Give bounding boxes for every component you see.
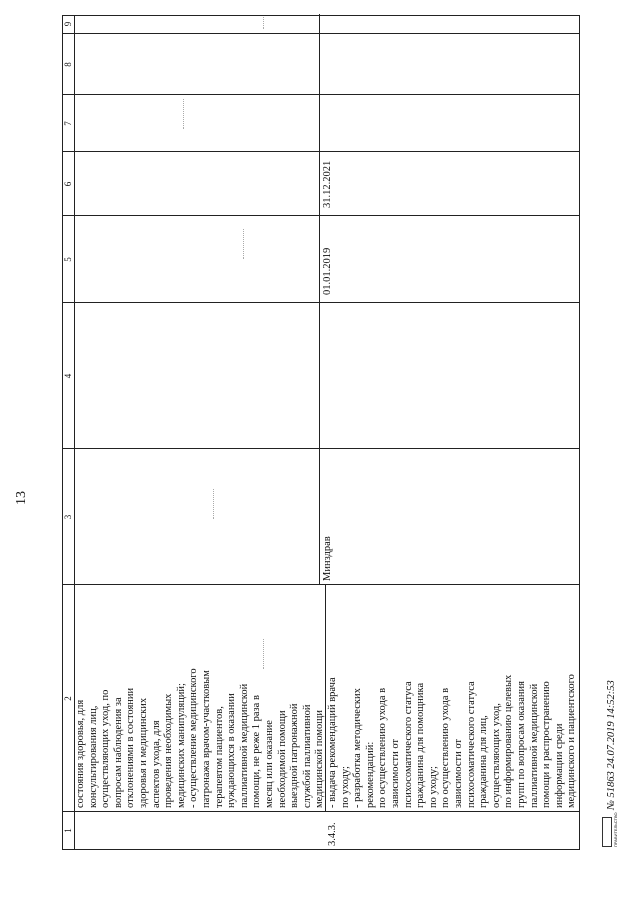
column-divider [63, 302, 579, 303]
start-date: 01.01.2019 [322, 247, 333, 295]
scan-speck [263, 17, 264, 29]
column-divider [63, 151, 579, 152]
column-divider [63, 448, 579, 449]
text-line: - осуществление медицинского [188, 668, 200, 808]
text-line: психосоматического статуса [465, 681, 477, 808]
text-line: рекомендаций: [364, 741, 376, 808]
text-line: медицинского и пациентского [566, 674, 578, 808]
text-line: по информированию целевых [503, 674, 515, 808]
text-line: по осуществлению ухода в [377, 687, 389, 808]
text-line: по осуществлению ухода в [440, 687, 452, 808]
text-line: паллиативной медицинской [238, 683, 250, 808]
text-line: терапевтом пациентов, [213, 706, 225, 808]
scan-speck [263, 639, 264, 669]
text-line: помощи и распространению [541, 681, 553, 808]
government-logo-stamp [602, 812, 624, 847]
logo-frame [602, 817, 612, 847]
scan-speck [183, 99, 184, 129]
text-line: медицинских манипуляций; [175, 683, 187, 808]
text-line: информации среди [553, 723, 565, 808]
text-line: патронажа врачом-участковым [200, 670, 212, 808]
column-divider [63, 584, 579, 585]
column-number-2: 2 [63, 696, 73, 701]
row-3-4-3-description [327, 674, 579, 808]
column-number-9: 9 [63, 21, 73, 27]
text-line: паллиативной медицинской [528, 683, 540, 808]
page-number: 13 [14, 491, 29, 505]
text-line: проведения необходимых [163, 693, 175, 808]
text-line: - разработка методических [352, 688, 364, 808]
text-line: консультирования лиц, [87, 705, 99, 808]
text-line: помощи, не реже 1 раза в [251, 695, 263, 808]
column-number-7: 7 [63, 121, 73, 126]
column-divider [63, 33, 579, 34]
row-divider [319, 14, 320, 585]
text-line: осуществляющих уход, [490, 703, 502, 808]
continued-row-description [75, 668, 327, 808]
text-line: психосоматического статуса [402, 681, 414, 808]
column-number-4: 4 [63, 373, 73, 379]
text-line: службой паллиативной [301, 704, 313, 808]
column-number-6: 6 [63, 181, 73, 187]
plan-table [62, 15, 580, 850]
column-number-1: 1 [63, 828, 73, 833]
text-line: групп по вопросам оказания [515, 681, 527, 808]
text-line: выездной патронажной [289, 703, 301, 808]
scan-speck [243, 229, 244, 259]
text-line: гражданина для помощника [415, 682, 427, 808]
text-line: по уходу; [427, 766, 439, 808]
text-line: месяц или оказание [263, 720, 275, 808]
column-divider [63, 811, 579, 812]
text-line: состояния здоровья, для [75, 699, 86, 808]
text-line: аспектов ухода, для [150, 720, 162, 808]
column-number-5: 5 [63, 257, 73, 262]
column-divider [63, 215, 579, 216]
text-line: - выдача рекомендаций врача [327, 677, 338, 808]
column-divider [63, 94, 579, 95]
text-line: осуществляющих уход, по [100, 689, 112, 808]
text-line: зависимости от [452, 738, 464, 808]
text-line: вопросам наблюдения за [112, 697, 124, 808]
text-line: здоровья и медицинских [137, 697, 149, 808]
registration-stamp: № 51863 24.07.2019 14:52:53 [606, 680, 617, 810]
text-line: по уходу; [339, 766, 351, 808]
text-line: зависимости от [389, 738, 401, 808]
scan-speck [213, 489, 214, 519]
text-line: отклонениями в состоянии [125, 687, 137, 808]
row-number: 3.4.3. [327, 822, 338, 846]
end-date: 31.12.2021 [322, 160, 333, 208]
executor: Минздрав [322, 536, 333, 581]
text-line: медицинской помощи [314, 710, 326, 808]
text-line: нуждающихся в оказании [226, 693, 238, 808]
logo-caption: ПРАВИТЕЛЬСТВО [613, 812, 618, 847]
column-number-8: 8 [63, 62, 73, 67]
column-number-3: 3 [63, 514, 73, 520]
text-line: необходимой помощи [276, 710, 288, 808]
text-line: гражданина для лиц, [478, 715, 490, 808]
